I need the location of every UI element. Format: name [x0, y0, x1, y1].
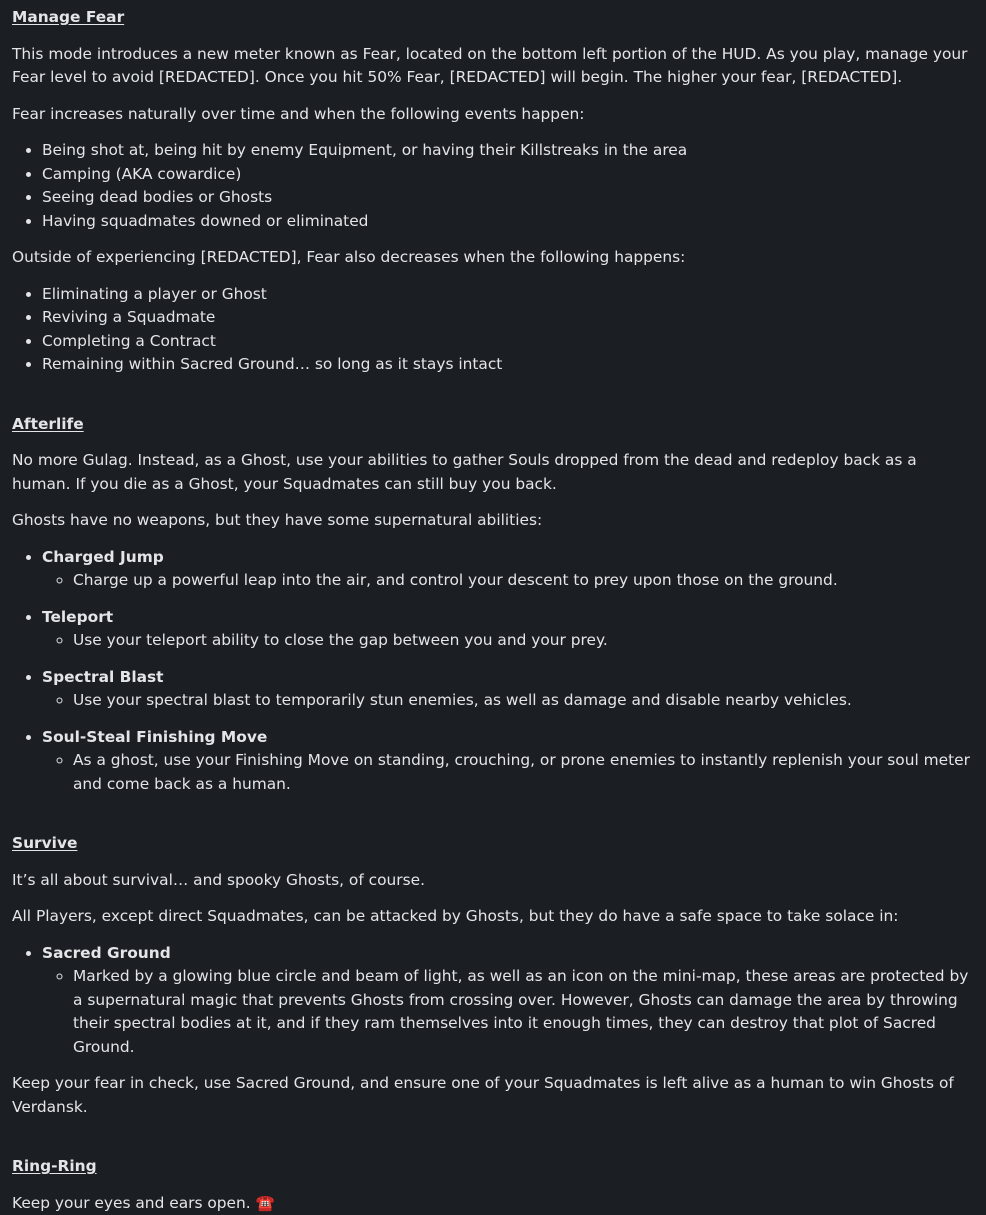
list-item: • Eliminating a player or Ghost — [42, 283, 980, 307]
ability-name: Soul-Steal Finishing Move — [42, 728, 267, 746]
ability-soul-steal — [42, 726, 980, 797]
afterlife-abilities-lead: Ghosts have no weapons, but they have some supernatural abilities: — [12, 509, 980, 533]
fear-increase-list — [12, 139, 980, 233]
survive-outro: Keep your fear in check, use Sacred Ground, and ensure one of your Squadmates is left alive as a human to win Ghosts of Verdansk. — [12, 1072, 980, 1119]
fear-increase-lead: Fear increases naturally over time and when the following events happen: — [12, 103, 980, 127]
ability-teleport — [42, 606, 980, 653]
list-item: • Reviving a Squadmate — [42, 306, 980, 330]
section-title-afterlife: Afterlife — [12, 413, 980, 437]
ability-desc: ◦ Use your teleport ability to close the gap between you and your prey. — [73, 629, 980, 653]
section-title-manage-fear: Manage Fear — [12, 6, 980, 30]
fear-intro: This mode introduces a new meter known as Fear, located on the bottom left portion of the HUD. As you play, manage your Fear level to avoid [REDACTED]. Once you hit 50% Fear, [REDACTED] will begin. The higher your fear, [REDACTED]. — [12, 43, 980, 90]
list-item: • Being shot at, being hit by enemy Equipment, or having their Killstreaks in the area — [42, 139, 980, 163]
section-title-ring-ring: Ring-Ring — [12, 1155, 980, 1179]
list-item: • Remaining within Sacred Ground… so long as it stays intact — [42, 353, 980, 377]
ability-charged-jump — [42, 546, 980, 593]
item-desc: ◦ Marked by a glowing blue circle and beam of light, as well as an icon on the mini-map, these areas are protected by a supernatural magic that prevents Ghosts from crossing over. However, Ghosts can damage the area by throwing their spectral bodies at it, and if they ram themselves into it enough times, they can destroy that plot of Sacred Ground. — [73, 965, 980, 1059]
ability-desc: ◦ As a ghost, use your Finishing Move on standing, crouching, or prone enemies to instantly replenish your soul meter and come back as a human. — [73, 749, 980, 796]
list-item: • Camping (AKA cowardice) — [42, 163, 980, 187]
telephone-icon: ☎️ — [256, 1194, 275, 1212]
ghost-abilities-list — [12, 546, 980, 797]
ability-spectral-blast — [42, 666, 980, 713]
ring-text-line — [12, 1192, 980, 1215]
ability-name: Spectral Blast — [42, 668, 164, 686]
list-item: • Completing a Contract — [42, 330, 980, 354]
section-title-survive: Survive — [12, 832, 980, 856]
list-item: • Seeing dead bodies or Ghosts — [42, 186, 980, 210]
ability-desc: ◦ Charge up a powerful leap into the air, and control your descent to prey upon those on the ground. — [73, 569, 980, 593]
article — [12, 6, 980, 1215]
survive-list — [12, 942, 980, 1060]
ability-name: Charged Jump — [42, 548, 164, 566]
survive-intro: It’s all about survival… and spooky Ghosts, of course. — [12, 869, 980, 893]
survive-lead: All Players, except direct Squadmates, can be attacked by Ghosts, but they do have a safe space to take solace in: — [12, 905, 980, 929]
ability-desc: ◦ Use your spectral blast to temporarily stun enemies, as well as damage and disable nearby vehicles. — [73, 689, 980, 713]
list-item: • Having squadmates downed or eliminated — [42, 210, 980, 234]
item-sacred-ground — [42, 942, 980, 1060]
fear-decrease-list — [12, 283, 980, 377]
fear-decrease-lead: Outside of experiencing [REDACTED], Fear also decreases when the following happens: — [12, 246, 980, 270]
ability-name: Teleport — [42, 608, 113, 626]
ring-text: Keep your eyes and ears open. — [12, 1194, 251, 1212]
afterlife-intro: No more Gulag. Instead, as a Ghost, use your abilities to gather Souls dropped from the dead and redeploy back as a human. If you die as a Ghost, your Squadmates can still buy you back. — [12, 449, 980, 496]
item-name: Sacred Ground — [42, 944, 171, 962]
